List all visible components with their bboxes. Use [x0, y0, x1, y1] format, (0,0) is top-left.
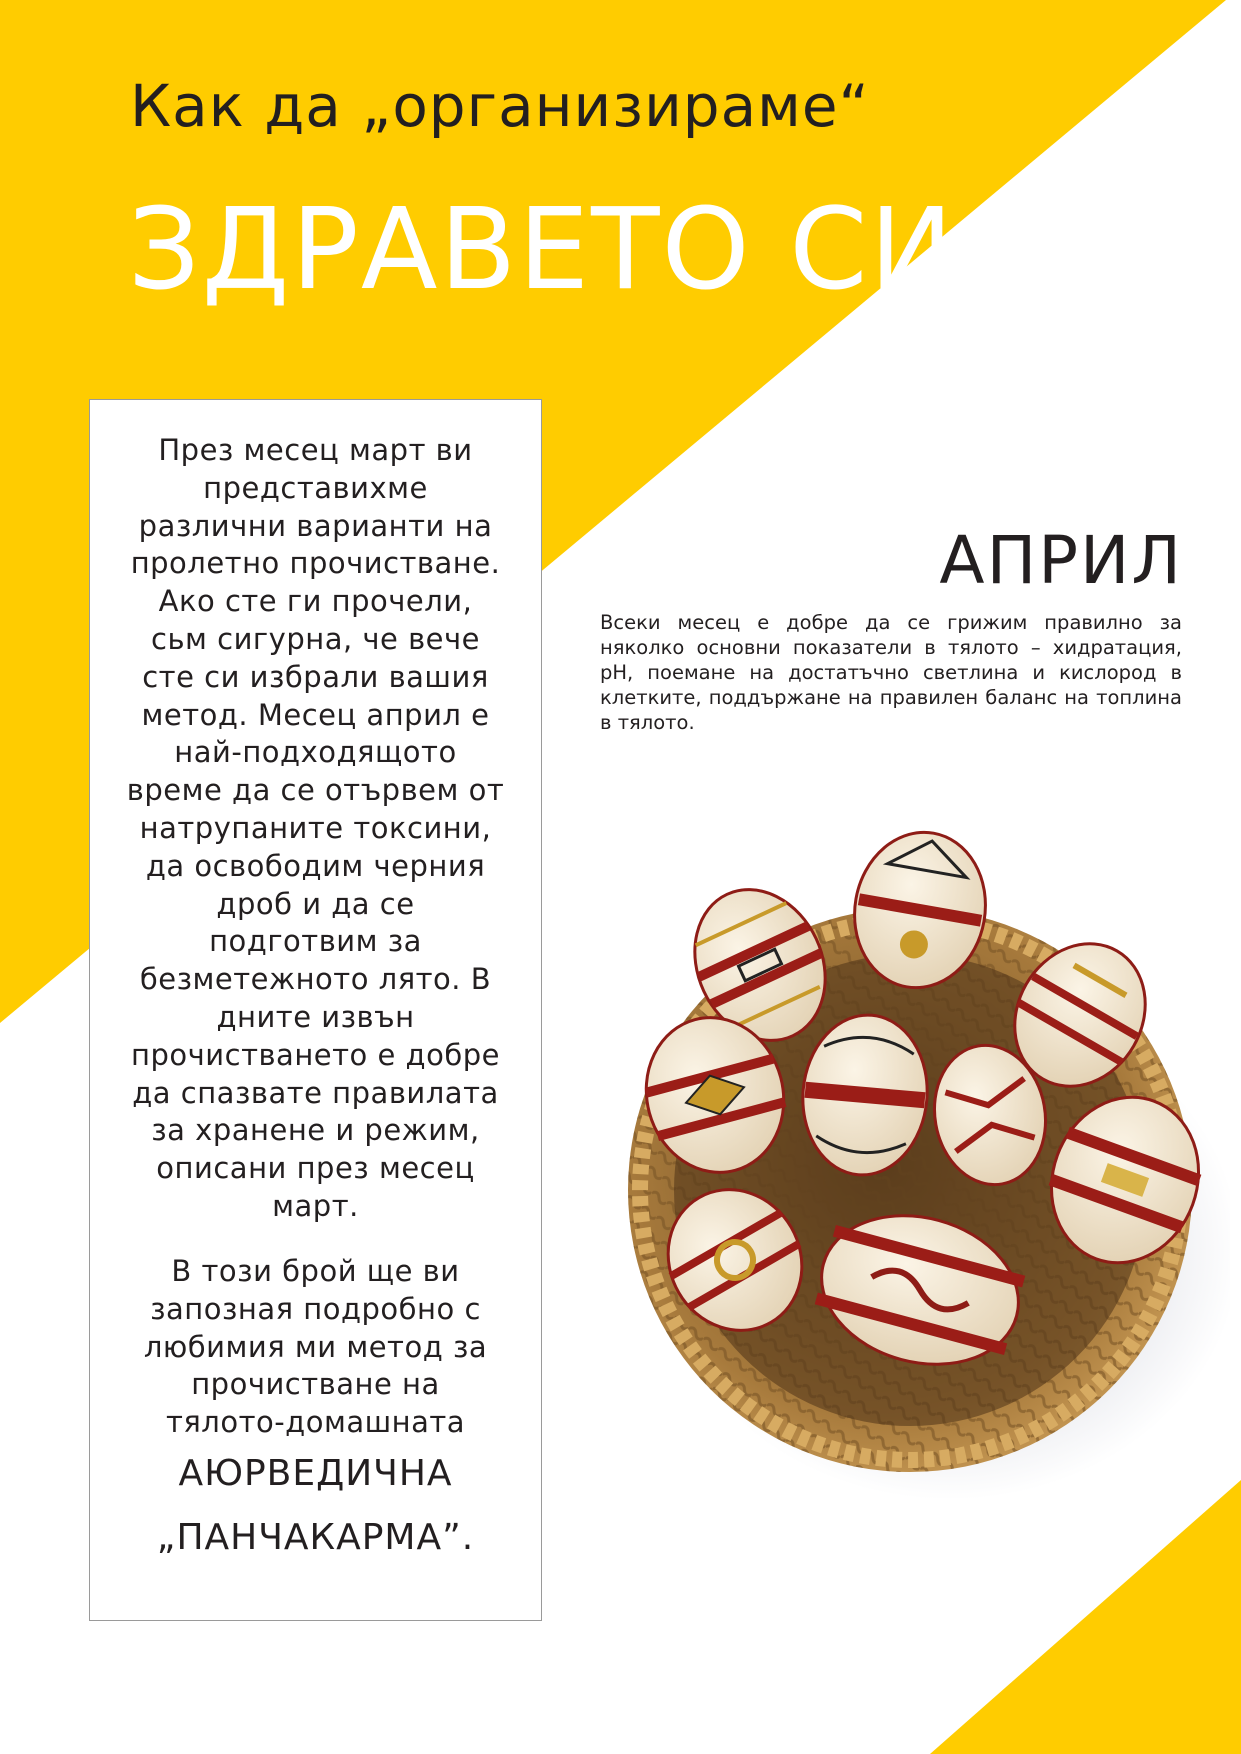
- text-line: През месец март ви: [158, 433, 473, 467]
- text-line: дроб и да се: [216, 886, 415, 921]
- text-line: описани през месец: [156, 1151, 475, 1186]
- page-headline: ЗДРАВЕТО СИ: [128, 185, 956, 315]
- text-line: В този брой ще ви: [171, 1254, 460, 1288]
- intro-paragraph: Всеки месец е добре да се грижим правилно за няколко основни показатели в тялото – хидратация, pH, поемане на достатъчно светлина и кислород в клетките, поддържане на правилен баланс на топлина в тялото.: [600, 611, 1182, 734]
- month-heading: АПРИЛ: [939, 522, 1183, 599]
- sidebar-paragraph-1: [100, 432, 531, 1226]
- text-line: да освободим черния: [145, 848, 486, 883]
- text-line: Ако сте ги прочели,: [158, 584, 473, 619]
- emphasis-line: АЮРВЕДИЧНА: [178, 1453, 453, 1494]
- text-line: за хранене и режим,: [151, 1113, 480, 1148]
- text-line: сте си избрали вашия: [142, 659, 489, 694]
- text-line: март.: [272, 1188, 359, 1223]
- text-line: метод. Месец април е: [141, 697, 490, 732]
- text-line: прочистването е добре: [131, 1037, 500, 1072]
- text-line: запозная подробно с: [150, 1291, 481, 1326]
- text-line: различни варианти на: [138, 508, 493, 543]
- text-line: сьм сигурна, че вече: [151, 621, 480, 656]
- text-line: да спазвате правилата: [132, 1075, 499, 1110]
- text-line: пролетно прочистване.: [130, 546, 501, 581]
- sidebar-paragraph-2: [100, 1253, 531, 1442]
- text-line: тялото-домашната: [165, 1405, 466, 1440]
- text-line: дните извън: [216, 999, 415, 1034]
- text-line: подготвим за: [209, 924, 422, 959]
- bottom-yellow-triangle: [930, 1480, 1241, 1754]
- sidebar-text-box: [89, 399, 542, 1621]
- text-line: натрупаните токсини,: [139, 810, 492, 845]
- sidebar-emphasis: [100, 1442, 531, 1570]
- emphasis-line: „ПАНЧАКАРМА”.: [156, 1517, 475, 1558]
- easter-eggs-basket-image: [620, 830, 1230, 1520]
- page-title: Как да „организираме“: [130, 72, 870, 140]
- text-line: любимия ми метод за: [143, 1329, 488, 1364]
- text-line: прочистване на: [191, 1367, 440, 1402]
- text-line: най-подходящото: [174, 735, 457, 770]
- text-line: време да се отървем от: [126, 773, 505, 808]
- text-line: представихме: [203, 470, 428, 505]
- text-line: безметежното лято. В: [139, 962, 492, 997]
